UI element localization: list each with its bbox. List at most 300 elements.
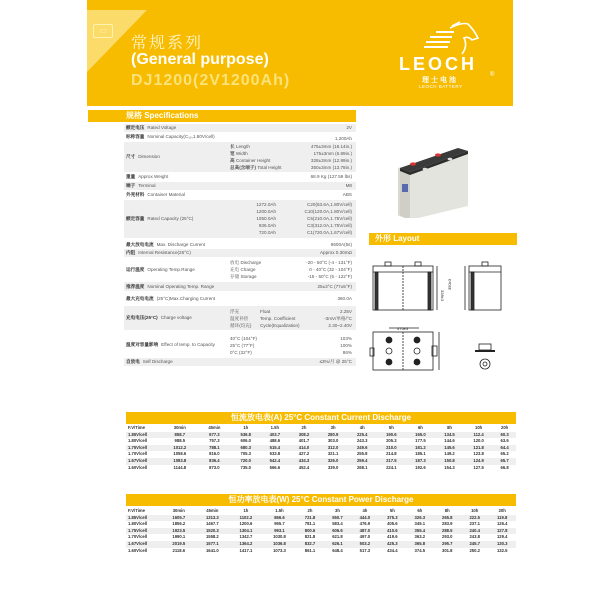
layout-drawing <box>369 250 517 380</box>
table-cell: 735.0 <box>240 464 251 470</box>
battery-icon: ▭ <box>93 24 113 38</box>
label-en: Nominal Operating Temp. Range <box>147 284 215 289</box>
specifications-table <box>124 124 356 367</box>
col-header: 2h <box>301 425 307 430</box>
spec-terminal <box>124 182 356 191</box>
table-cell: 1304.1 <box>229 528 263 535</box>
table-cell: 788.1 <box>198 445 232 452</box>
table-cell: 149.2 <box>444 451 455 457</box>
table-cell: 444.0 <box>351 515 378 522</box>
table-cell: 144.6 <box>444 438 455 444</box>
row-label: 1.67V/cell <box>126 458 162 465</box>
registered-mark: ® <box>490 72 495 78</box>
table-cell: 181.2 <box>406 445 435 452</box>
temp-effect-label: 25°C (77°F) <box>230 343 255 348</box>
table-cell: 224.1 <box>386 464 397 470</box>
table-cell: 1605.7 <box>162 515 196 522</box>
temp-label: 存储 Storage <box>230 274 257 279</box>
spec-nominal-capacity <box>124 133 356 142</box>
table-cell: 427.2 <box>298 451 310 457</box>
col-header: 4h <box>359 425 365 430</box>
table-cell: 349.1 <box>414 521 426 527</box>
label-en: Dimension <box>138 154 160 159</box>
table-cell: 955.7 <box>274 521 285 527</box>
constant-power-title: 恒功率放电表(W) 25°C Constant Power Discharge <box>126 494 516 506</box>
table-cell: 401.7 <box>298 438 310 444</box>
table-cell: 1417.1 <box>239 547 253 553</box>
label-cn: 外壳材料 <box>126 192 145 197</box>
table-cell: 497.0 <box>359 534 371 540</box>
capacity-value: 1272.0Ah <box>256 202 276 207</box>
table-cell: 1467.7 <box>205 521 219 527</box>
table-cell: 365.8 <box>406 541 433 548</box>
row-label: 1.80V/cell <box>128 521 148 527</box>
table-cell: 225.4 <box>348 432 377 439</box>
table-cell: 800.6 <box>296 528 323 535</box>
table-cell: 434.4 <box>387 547 398 553</box>
table-cell: 1030.8 <box>273 534 286 540</box>
table-cell: 1058.6 <box>173 451 187 457</box>
table-cell: 2118.6 <box>172 547 186 553</box>
dim-length-value: 475±3mm (18.14in.) <box>310 144 352 149</box>
table-row <box>126 458 516 465</box>
label-cn: 尺寸 <box>126 154 136 159</box>
table-cell: 321.1 <box>327 451 339 457</box>
spec-self-discharge <box>124 358 356 367</box>
table-cell: 205.3 <box>386 438 397 444</box>
capacity-value: 936.0Ah <box>258 223 276 228</box>
table-cell: 1364.2 <box>229 541 263 548</box>
label-en: Effect of temp. to Capacity <box>161 342 215 347</box>
label-en: Nominal Capacity(C₁₀,1.80V/cell) <box>147 134 215 139</box>
table-cell: 533.8 <box>269 451 281 457</box>
col-header: 1.5h <box>275 508 284 513</box>
table-cell: 245.7 <box>461 541 488 548</box>
dim-height-label: 高 Container Height <box>230 158 271 163</box>
table-cell: 145.6 <box>435 445 464 452</box>
table-cell: 66.8 <box>500 464 509 470</box>
col-header: 2h <box>307 508 313 513</box>
table-row <box>126 451 516 458</box>
charge-label-en: Cycle(Equalization) <box>260 323 300 328</box>
table-row <box>126 465 516 472</box>
table-cell: 1200.6 <box>239 521 253 527</box>
table-cell: 515.4 <box>260 445 289 452</box>
table-cell: 720.0 <box>231 458 260 465</box>
label-cn: 额定电压 <box>126 125 145 130</box>
spec-weight <box>124 173 356 182</box>
col-header: 3h <box>334 508 340 513</box>
table-cell: 268.1 <box>356 464 368 470</box>
table-cell: 121.8 <box>464 445 493 452</box>
spec-value: 9600A(5s) <box>330 242 352 247</box>
table-cell: 150.8 <box>435 458 464 465</box>
table-cell: 583.4 <box>332 521 343 527</box>
table-cell: 243.3 <box>356 438 368 444</box>
row-label: 1.85V/cell <box>126 515 162 522</box>
table-cell: 488.6 <box>269 438 281 444</box>
logo-en: LEOCH BATTERY <box>419 84 463 89</box>
col-header: 1.5h <box>270 425 280 430</box>
temp-value: -20 - 50°C (-4 - 131°F) <box>306 260 352 265</box>
col-header: F.V/Time <box>128 425 145 430</box>
table-cell: 858.7 <box>162 432 198 439</box>
col-header: 45min <box>206 508 219 513</box>
table-cell: 283.9 <box>442 521 453 527</box>
table-cell: 677.3 <box>198 432 232 439</box>
label-en: Internal Resistance(25°C) <box>138 250 191 255</box>
table-cell: 1073.3 <box>273 547 286 553</box>
table-cell: 255.8 <box>356 451 368 457</box>
label-en: Container Material <box>147 192 185 197</box>
constant-power-body <box>126 515 516 555</box>
battery-product-image <box>368 118 478 218</box>
col-header: 1h <box>243 425 249 430</box>
table-cell: 476.9 <box>359 521 371 527</box>
spec-internal-resistance <box>124 249 356 258</box>
table-cell: 127.5 <box>473 464 484 470</box>
table-cell: 127.8 <box>488 528 516 535</box>
charge-value: -3mV/单格/°C <box>324 316 352 321</box>
table-cell: 1520.3 <box>196 528 230 535</box>
table-cell: 606.0 <box>240 438 251 444</box>
table-cell: 680.3 <box>231 445 260 452</box>
svg-text:328±3: 328±3 <box>440 290 445 302</box>
col-header: 45min <box>208 425 221 430</box>
capacity-rate: C1(720.0A,1.67V/cell) <box>307 230 352 235</box>
temp-effect-label: 0°C (32°F) <box>230 350 252 355</box>
table-cell: 993.1 <box>263 528 297 535</box>
spec-max-charging <box>124 292 356 306</box>
table-cell: 165.0 <box>406 432 435 439</box>
table-cell: 414.0 <box>289 445 318 452</box>
capacity-rate: C10(120.0A,1.80V/cell) <box>304 209 352 214</box>
charge-value: 2.30~2.40V <box>328 323 352 328</box>
table-cell: 721.8 <box>296 515 323 522</box>
spec-value: ABS <box>342 192 352 197</box>
table-cell: 1144.8 <box>173 464 187 470</box>
table-cell: 250.2 <box>469 547 480 553</box>
svg-text:350±3: 350±3 <box>447 278 452 290</box>
header-banner <box>87 0 513 106</box>
table-cell: 374.5 <box>414 547 426 553</box>
spec-value: 68.9 Kg (127.59 lbs) <box>310 174 352 179</box>
label-en: Approx Weight <box>138 174 169 179</box>
charge-value: 2.25V <box>339 309 352 314</box>
capacity-rate: C5(210.0A,1.75V/cell) <box>307 216 352 221</box>
label-cn: 充电电压(25°C) <box>126 315 158 320</box>
table-cell: 757.3 <box>209 438 220 444</box>
table-cell: 293.0 <box>442 534 453 540</box>
charge-label-en: Float <box>260 309 271 314</box>
table-cell: 606.6 <box>324 528 351 535</box>
table-cell: 303.0 <box>327 438 339 444</box>
table-cell: 1990.1 <box>172 534 186 540</box>
label-cn: 最大放电电流 <box>126 242 154 247</box>
spec-value: Approx 0.30mΩ <box>319 250 352 255</box>
table-cell: 237.1 <box>469 521 480 527</box>
table-cell: 177.5 <box>415 438 426 444</box>
table-cell: 873.0 <box>209 464 220 470</box>
col-header: 30min <box>173 425 186 430</box>
col-header: F.V/Time <box>128 508 145 513</box>
table-cell: 301.8 <box>442 547 453 553</box>
table-cell: 542.4 <box>260 458 289 465</box>
dim-length-label: 长 Length <box>230 144 250 149</box>
table-cell: 866.6 <box>263 515 297 522</box>
table-cell: 243.8 <box>469 534 480 540</box>
table-cell: 1558.2 <box>205 534 219 540</box>
label-en: Charge voltage <box>160 315 192 320</box>
table-cell: 550.7 <box>324 515 351 522</box>
table-row <box>126 521 516 528</box>
specifications-section-title: 规格 Specifications <box>88 110 356 122</box>
table-cell: 626.1 <box>324 541 351 548</box>
table-cell: 123.8 <box>473 451 484 457</box>
table-cell: 65.2 <box>500 451 509 457</box>
table-cell: 419.6 <box>387 534 398 540</box>
temp-effect-value: 103% <box>340 336 352 341</box>
layout-section-title: 外形 Layout <box>369 233 517 245</box>
table-cell: 425.3 <box>379 541 406 548</box>
constant-current-body <box>126 432 516 472</box>
temp-effect-value: 100% <box>340 343 352 348</box>
dim-width-value: 175±3mm (6.89in.) <box>313 151 352 156</box>
table-cell: 705.3 <box>240 451 251 457</box>
spec-dimension <box>124 142 356 173</box>
spec-temp-effect <box>124 331 356 358</box>
table-cell: 434.3 <box>289 458 318 465</box>
table-row <box>126 541 516 548</box>
table-cell: 60.3 <box>493 432 516 439</box>
table-cell: 124.9 <box>464 458 493 465</box>
spec-operating-temp <box>124 258 356 282</box>
table-cell: 781.1 <box>304 521 316 527</box>
temp-value: -15 - 50°C (5 - 122°F) <box>307 274 352 279</box>
table-cell: 295.7 <box>434 541 461 548</box>
table-cell: 312.0 <box>319 445 348 452</box>
table-cell: 1577.1 <box>196 541 230 548</box>
table-cell: 217.5 <box>377 458 406 465</box>
model-title: DJ1200(2V1200Ah) <box>131 72 291 89</box>
table-cell: 187.3 <box>406 458 435 465</box>
table-row <box>126 515 516 522</box>
label-en: Terminal <box>138 183 156 188</box>
table-cell: 2019.5 <box>162 541 196 548</box>
table-cell: 326.3 <box>406 515 433 522</box>
label-cn: 端子 <box>126 183 136 188</box>
charge-label-en: Temp. Coefficient <box>260 316 296 321</box>
table-cell: 132.5 <box>496 547 508 553</box>
col-header: 8h <box>447 425 452 430</box>
capacity-rate: C20(63.6A,1.80V/cell) <box>307 202 352 207</box>
table-cell: 126.4 <box>496 521 508 527</box>
table-cell: 1641.0 <box>205 547 219 553</box>
table-cell: 861.1 <box>304 547 316 553</box>
table-cell: 1856.2 <box>172 521 186 527</box>
charge-label-cn: 浮充 <box>230 309 240 314</box>
table-cell: 355.4 <box>406 528 433 535</box>
spec-rated-capacity <box>124 200 356 239</box>
table-cell: 621.8 <box>332 534 343 540</box>
row-label: 1.70V/cell <box>128 451 148 457</box>
row-label: 1.70V/cell <box>128 534 148 540</box>
table-cell: 240.4 <box>461 528 488 535</box>
label-en: Operating Temp.Range <box>147 267 195 272</box>
table-cell: 308.2 <box>289 432 318 439</box>
table-cell: 405.6 <box>387 521 398 527</box>
table-cell: 63.6 <box>500 438 509 444</box>
col-header: 4h <box>362 508 368 513</box>
table-cell: 648.4 <box>332 547 343 553</box>
table-cell: 452.4 <box>298 464 310 470</box>
table-cell: 339.0 <box>327 464 339 470</box>
spec-value: M8 <box>345 183 352 188</box>
table-header-row <box>126 508 516 515</box>
table-cell: 288.5 <box>434 528 461 535</box>
table-row <box>126 432 516 439</box>
spec-normal-temp <box>124 282 356 292</box>
table-cell: 326.0 <box>319 458 348 465</box>
temp-value: 0 - 40°C (32 - 104°F) <box>309 267 352 272</box>
table-cell: 375.3 <box>379 515 406 522</box>
capacity-value: 1200.0Ah <box>256 209 276 214</box>
col-header: 8h <box>444 508 450 513</box>
table-cell: 192.6 <box>415 464 426 470</box>
logo-cn: 理士电池 <box>422 77 458 84</box>
row-label: 1.60V/cell <box>128 464 148 470</box>
capacity-rate: C3(312.0A,1.75V/cell) <box>307 223 352 228</box>
table-cell: 503.2 <box>351 541 378 548</box>
table-cell: 134.5 <box>435 432 464 439</box>
table-cell: 265.8 <box>434 515 461 522</box>
label-cn: 额定容量 <box>126 216 145 221</box>
table-cell: 119.8 <box>488 515 516 522</box>
dim-width-label: 宽 Width <box>230 151 248 156</box>
col-header: 5h <box>389 508 395 513</box>
table-cell: 821.8 <box>304 534 316 540</box>
table-cell: 832.7 <box>296 541 323 548</box>
table-cell: 120.0 <box>473 438 484 444</box>
table-cell: 487.0 <box>351 528 378 535</box>
temp-label: 放电 Discharge <box>230 260 262 265</box>
label-cn: 重量 <box>126 174 136 179</box>
table-cell: 363.2 <box>414 534 426 540</box>
table-cell: 259.4 <box>348 458 377 465</box>
col-header: 3h <box>330 425 336 430</box>
row-label: 1.75V/cell <box>126 528 162 535</box>
leoch-logo <box>392 20 502 90</box>
label-en: Self Discharge <box>142 359 173 364</box>
table-cell: 249.6 <box>348 445 377 452</box>
spec-value: 25±3°C (77±5°F) <box>317 284 352 289</box>
table-cell: 1036.8 <box>263 541 297 548</box>
spec-value: 2V <box>346 125 352 130</box>
table-cell: 185.1 <box>415 451 426 457</box>
table-row <box>126 534 516 541</box>
row-label: 1.80V/cell <box>128 438 148 444</box>
table-cell: 988.5 <box>174 438 186 444</box>
table-row <box>126 445 516 452</box>
table-cell: 410.6 <box>379 528 406 535</box>
series-title-en: (General purpose) <box>131 51 269 68</box>
table-cell: 1313.3 <box>196 515 230 522</box>
dim-height-value: 328±3mm (12.99in.) <box>310 158 352 163</box>
table-row <box>126 528 516 535</box>
charge-label-cn: 循环(均充) <box>230 323 252 328</box>
table-header-row <box>126 425 516 432</box>
constant-power-table <box>126 508 516 554</box>
table-cell: 1012.2 <box>162 445 198 452</box>
label-cn: 标称容量 <box>126 134 145 139</box>
table-cell: 154.3 <box>444 464 455 470</box>
col-header: 20h <box>498 508 506 513</box>
svg-text:475±3: 475±3 <box>397 326 409 331</box>
table-cell: 214.8 <box>386 451 397 457</box>
table-cell: 836.4 <box>198 458 232 465</box>
spec-container-material <box>124 191 356 200</box>
charge-label-cn: 温度补偿 <box>230 316 249 321</box>
label-en: Rated Capacity (25°C) <box>147 216 194 221</box>
spec-max-discharge <box>124 239 356 249</box>
table-cell: 129.4 <box>496 534 508 540</box>
col-header: 6h <box>417 508 423 513</box>
label-cn: 内阻 <box>126 250 136 255</box>
table-cell: 1083.8 <box>162 458 198 465</box>
constant-current-table <box>126 425 516 471</box>
label-cn: 最大充电电流 <box>126 296 154 301</box>
table-cell: 65.7 <box>493 458 516 465</box>
table-cell: 222.5 <box>461 515 488 522</box>
dim-total-label: 总高(含端子) Total Height <box>230 165 282 170</box>
row-label: 1.75V/cell <box>126 445 162 452</box>
col-header: 5h <box>388 425 394 430</box>
temp-label: 充电 Charge <box>230 267 256 272</box>
label-cn: 温度对容量影响 <box>126 342 159 347</box>
table-cell: 517.3 <box>359 547 371 553</box>
table-cell: 403.7 <box>260 432 289 439</box>
spec-rated-voltage <box>124 124 356 133</box>
col-header: 20h <box>500 425 509 430</box>
capacity-value: 720.0Ah <box>258 230 276 235</box>
spec-value: ≤3%/月 @ 25°C <box>319 359 352 364</box>
series-title-cn: 常规系列 <box>131 35 204 52</box>
row-label: 1.85V/cell <box>126 432 162 439</box>
spec-value: 1,200Ah <box>334 136 352 141</box>
table-cell: 536.8 <box>231 432 260 439</box>
spec-charge-voltage <box>124 306 356 331</box>
row-label: 1.67V/cell <box>126 541 162 548</box>
col-header: 10h <box>475 425 483 430</box>
table-row <box>126 438 516 445</box>
table-cell: 190.6 <box>377 432 406 439</box>
label-en: Rated Voltage <box>147 125 177 130</box>
capacity-value: 1050.0Ah <box>256 216 276 221</box>
table-cell: 1342.7 <box>239 534 253 540</box>
label-en: Max. Discharge Current <box>156 242 206 247</box>
label-en: (25°C)Max.Charging Current <box>156 296 216 301</box>
temp-effect-value: 86% <box>342 350 352 355</box>
table-cell: 1102.2 <box>229 515 263 522</box>
row-label: 1.60V/cell <box>128 547 148 553</box>
spec-value: 360.0A <box>337 296 352 301</box>
col-header: 30min <box>172 508 185 513</box>
temp-effect-label: 40°C (104°F) <box>230 336 257 341</box>
col-header: 1h <box>243 508 249 513</box>
dim-total-value: 350±3mm (13.78in.) <box>310 165 352 170</box>
table-cell: 566.6 <box>269 464 281 470</box>
table-cell: 280.9 <box>319 432 348 439</box>
